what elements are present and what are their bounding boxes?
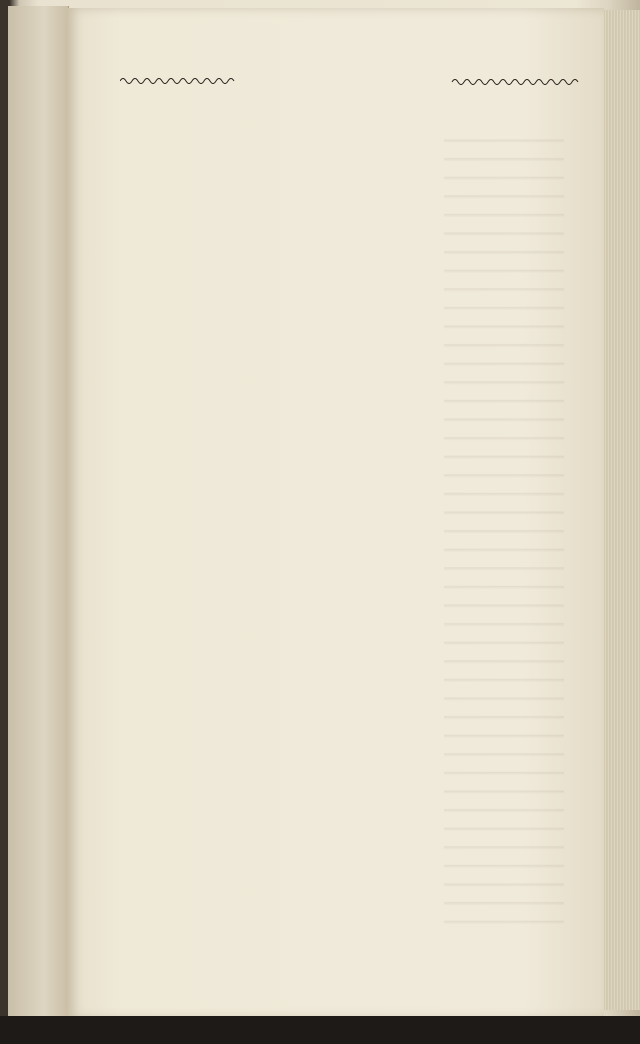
scan-bottom-shadow	[0, 1016, 640, 1044]
bleed-through-text	[444, 128, 564, 928]
directory-page	[68, 8, 604, 1018]
wavy-rule	[120, 74, 580, 88]
page-edge-stack	[604, 10, 640, 1010]
running-header	[120, 60, 590, 94]
previous-page-leaf	[8, 6, 69, 1016]
